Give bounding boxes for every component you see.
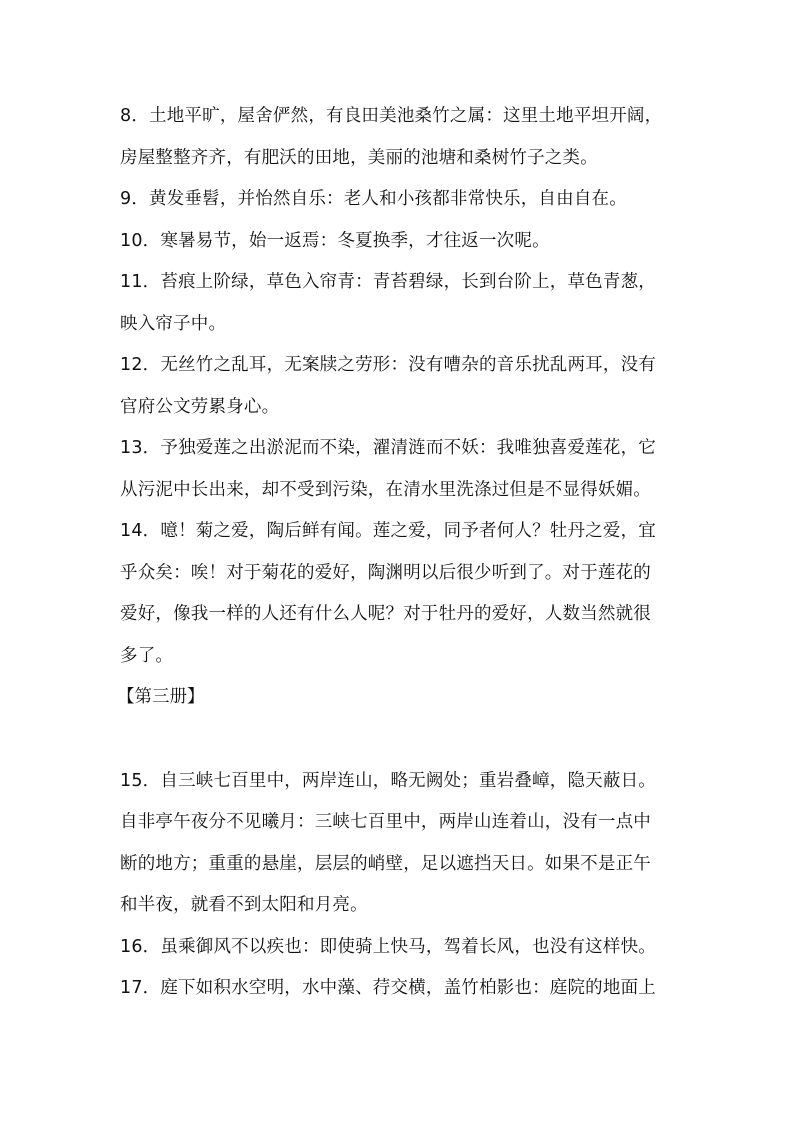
item-12-line-1: 12．无丝竹之乱耳，无案牍之劳形：没有嘈杂的音乐扰乱两耳，没有	[120, 355, 656, 375]
item-14-line-4: 多了。	[120, 645, 174, 666]
item-11-line-2: 映入帘子中。	[120, 313, 227, 334]
section-spacer	[120, 719, 676, 761]
item-10-line-1: 10．寒暑易节，始一返焉：冬夏换季，才往返一次呢。	[120, 230, 550, 251]
item-15-line-3: 断的地方；重重的悬崖，层层的峭壁，足以遮挡天日。如果不是正午	[120, 853, 651, 874]
item-14-line-1: 14．噫！菊之爱，陶后鲜有闻。莲之爱，同予者何人？牡丹之爱，宜	[120, 521, 656, 541]
item-15-line-1: 15．自三峡七百里中，两岸连山，略无阙处；重岩叠嶂，隐天蔽日。	[120, 770, 656, 791]
item-13-line-1: 13．予独爱莲之出淤泥而不染，濯清涟而不妖：我唯独喜爱莲花，它	[120, 438, 656, 458]
item-11-line-1: 11．苔痕上阶绿，草色入帘青：青苔碧绿，长到台阶上，草色青葱，	[120, 272, 656, 292]
item-17-line-1: 17．庭下如积水空明，水中藻、荇交横，盖竹柏影也：庭院的地面上	[120, 978, 656, 998]
item-15-line-4: 和半夜，就看不到太阳和月亮。	[120, 895, 368, 915]
item-14-line-2: 乎众矣：唉！对于菊花的爱好，陶渊明以后很少听到了。对于莲花的	[120, 562, 651, 583]
item-8-line-1: 8．土地平旷，屋舍俨然，有良田美池桑竹之属：这里土地平坦开阔，	[120, 106, 663, 126]
item-13-line-2: 从污泥中长出来，却不受到污染，在清水里洗涤过但是不显得妖媚。	[120, 479, 651, 500]
item-8-line-2: 房屋整整齐齐，有肥沃的田地，美丽的池塘和桑树竹子之类。	[120, 147, 598, 168]
item-14-line-3: 爱好，像我一样的人还有什么人呢？对于牡丹的爱好，人数当然就很	[120, 604, 651, 624]
document-body	[117, 96, 676, 1010]
item-16-line-1: 16．虽乘御风不以疾也：即使骑上快马，驾着长风，也没有这样快。	[120, 936, 656, 957]
item-15-line-2: 自非亭午夜分不见曦月：三峡七百里中，两岸山连着山，没有一点中	[120, 812, 651, 832]
section-heading: 【第三册】	[117, 687, 205, 707]
item-12-line-2: 官府公文劳累身心。	[120, 396, 280, 417]
item-9-line-1: 9．黄发垂髫，并怡然自乐：老人和小孩都非常快乐，自由自在。	[120, 189, 627, 209]
